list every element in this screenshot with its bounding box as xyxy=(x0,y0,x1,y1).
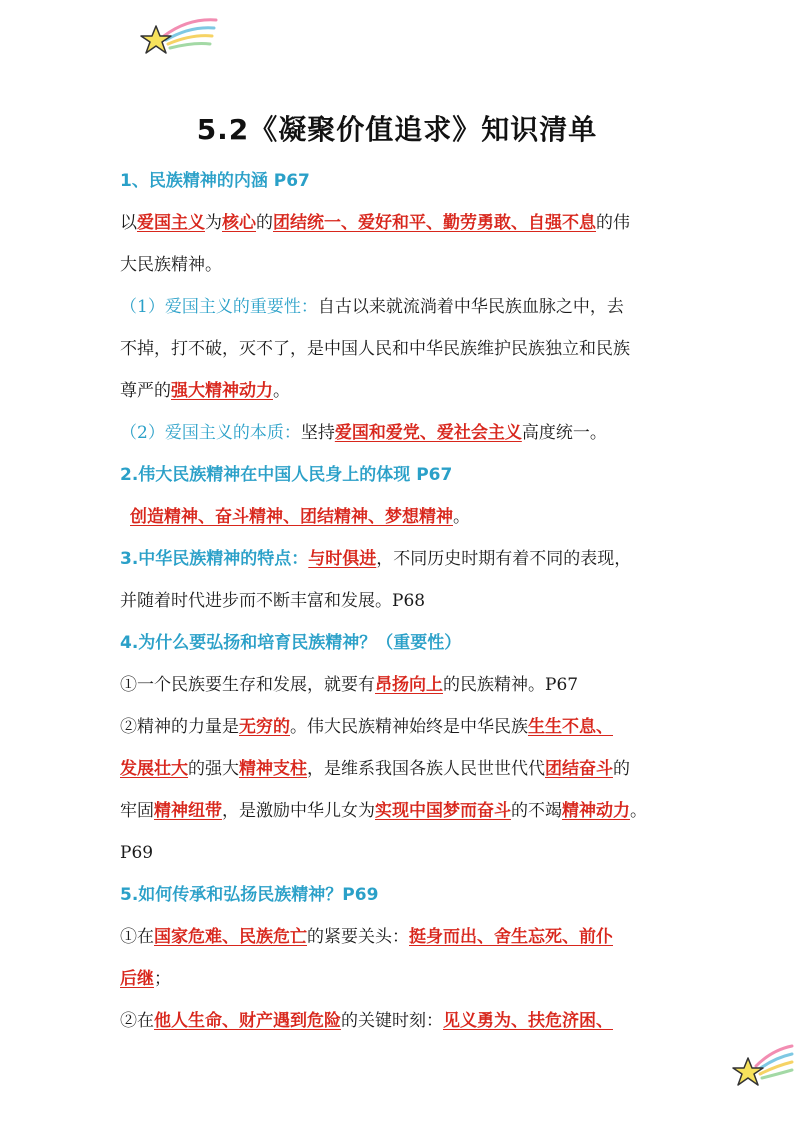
key-term: 与时俱进 xyxy=(308,549,377,569)
section-heading: 3.中华民族精神的特点： xyxy=(120,549,309,569)
key-term: 昂扬向上 xyxy=(375,675,443,695)
key-term: 挺身而出、舍生忘死、前仆 xyxy=(409,927,613,947)
paragraph-line: 以爱国主义为核心的团结统一、爱好和平、勤劳勇敢、自强不息的伟 xyxy=(120,213,630,233)
subheading: （1）爱国主义的重要性： xyxy=(120,297,318,317)
paragraph-line: 不掉，打不破，灭不了，是中国人民和中华民族维护民族独立和民族 xyxy=(120,339,630,359)
key-term: 精神纽带 xyxy=(154,801,222,821)
section-heading: 4.为什么要弘扬和培育民族精神？（重要性） xyxy=(120,633,462,653)
paragraph-line: 发展壮大的强大精神支柱，是维系我国各族人民世世代代团结奋斗的 xyxy=(120,759,630,779)
key-term: 强大精神动力 xyxy=(171,381,273,401)
page-title: 5.2《凝聚价值追求》知识清单 xyxy=(196,113,598,146)
key-term: 无穷的 xyxy=(239,717,290,737)
key-term: 后继 xyxy=(120,969,154,989)
key-term: 创造精神、奋斗精神、团结精神、梦想精神 xyxy=(130,507,453,527)
paragraph-line: ②精神的力量是无穷的。伟大民族精神始终是中华民族生生不息、 xyxy=(120,717,613,737)
key-term: 他人生命、财产遇到危险 xyxy=(154,1011,341,1031)
key-term: 国家危难、民族危亡 xyxy=(154,927,307,947)
section-heading: 2.伟大民族精神在中国人民身上的体现 P67 xyxy=(120,465,453,485)
key-term: 见义勇为、扶危济困、 xyxy=(443,1011,613,1031)
paragraph-line: 创造精神、奋斗精神、团结精神、梦想精神。 xyxy=(130,507,470,527)
key-term: 团结奋斗 xyxy=(545,759,613,779)
paragraph-line: 后继； xyxy=(120,969,171,989)
key-term: 爱国和爱党、爱社会主义 xyxy=(334,423,522,443)
shooting-star-icon xyxy=(138,14,218,62)
document-body xyxy=(120,160,680,1042)
paragraph-line: 牢固精神纽带，是激励中华儿女为实现中国梦而奋斗的不竭精神动力。 xyxy=(120,801,647,821)
paragraph-line: ②在他人生命、财产遇到危险的关键时刻：见义勇为、扶危济困、 xyxy=(120,1011,613,1031)
paragraph-line: P69 xyxy=(120,843,154,863)
subheading: （2）爱国主义的本质： xyxy=(120,423,301,443)
shooting-star-icon xyxy=(728,1040,794,1096)
paragraph-line: ①在国家危难、民族危亡的紧要关头：挺身而出、舍生忘死、前仆 xyxy=(120,927,613,947)
key-term: 实现中国梦而奋斗 xyxy=(375,801,511,821)
paragraph-line: 大民族精神。 xyxy=(120,255,222,275)
key-term: 精神支柱 xyxy=(239,759,307,779)
paragraph-line: 尊严的强大精神动力。 xyxy=(120,381,290,401)
key-term: 爱国主义 xyxy=(137,213,205,233)
key-term: 生生不息、 xyxy=(528,717,613,737)
paragraph-line: 并随着时代进步而不断丰富和发展。P68 xyxy=(120,591,426,611)
key-term: 团结统一、爱好和平、勤劳勇敢、自强不息 xyxy=(273,213,596,233)
section-heading: 1、民族精神的内涵 P67 xyxy=(120,171,310,191)
key-term: 精神动力 xyxy=(562,801,630,821)
key-term: 发展壮大 xyxy=(120,759,188,779)
section-heading: 5.如何传承和弘扬民族精神？P69 xyxy=(120,885,379,905)
paragraph-line: （1）爱国主义的重要性：自古以来就流淌着中华民族血脉之中，去 xyxy=(120,297,624,317)
paragraph-line: （2）爱国主义的本质：坚持爱国和爱党、爱社会主义高度统一。 xyxy=(120,423,607,443)
paragraph-line: 3.中华民族精神的特点：与时俱进，不同历史时期有着不同的表现， xyxy=(120,549,632,569)
key-term: 核心 xyxy=(222,213,256,233)
paragraph-line: ①一个民族要生存和发展，就要有昂扬向上的民族精神。P67 xyxy=(120,675,579,695)
